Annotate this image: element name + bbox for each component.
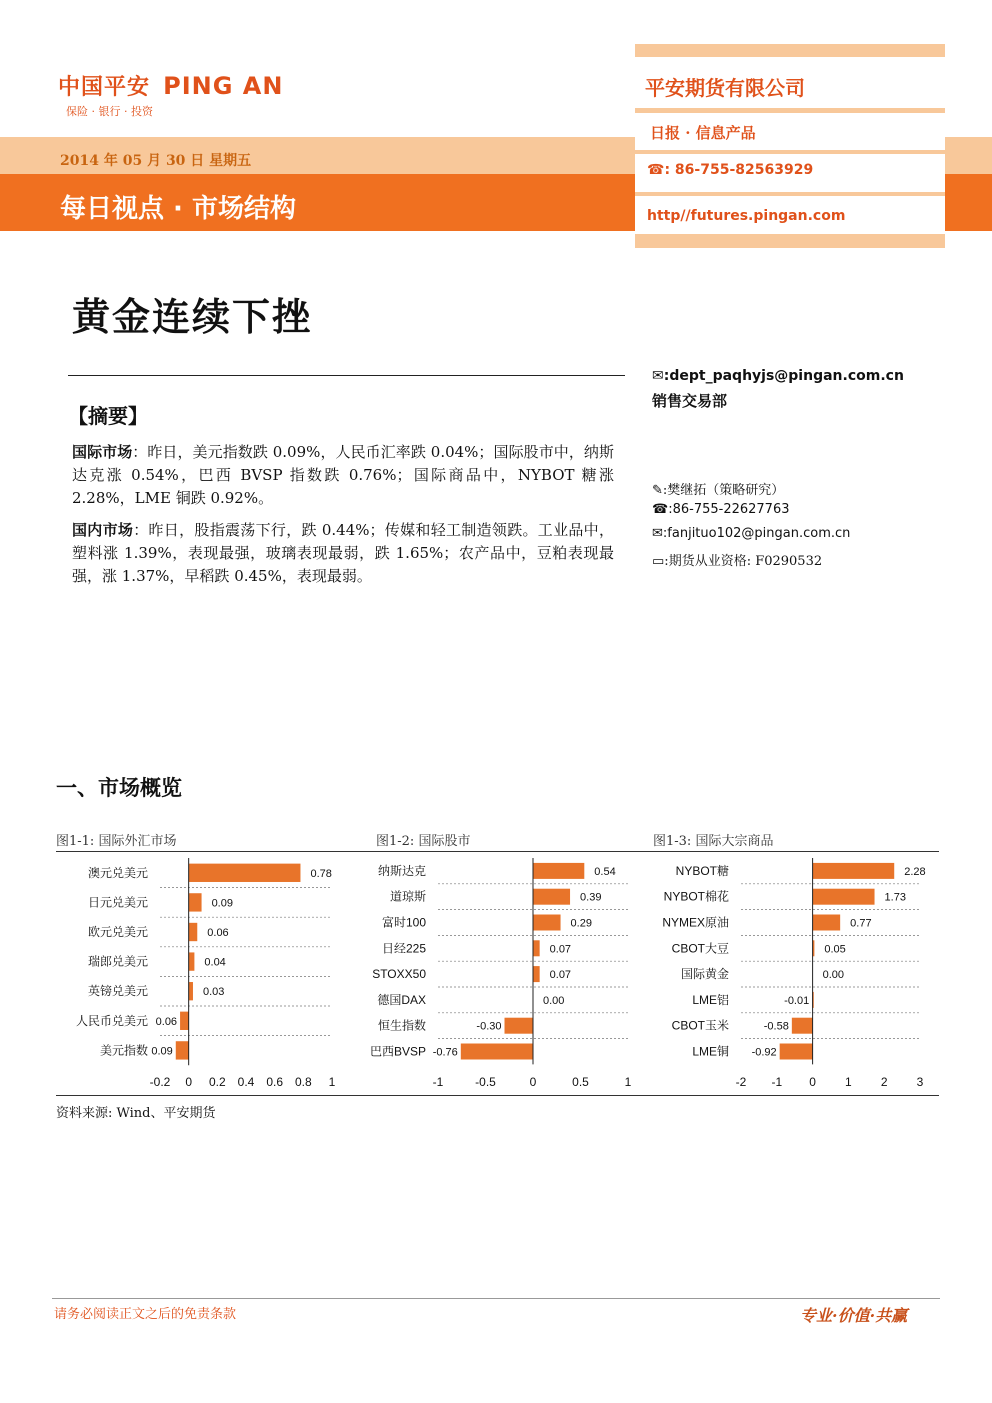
bar [189, 864, 301, 882]
bar [533, 915, 561, 931]
bar [813, 863, 895, 879]
category-label: 德国DAX [377, 992, 426, 1007]
data-label: -0.76 [432, 1046, 458, 1059]
data-label: 0.54 [594, 865, 616, 878]
category-label: 国际黄金 [680, 967, 729, 982]
analyst-license: ▭:期货从业资格: F0290532 [652, 554, 823, 569]
logo-en: PING AN [163, 72, 284, 100]
bar [813, 889, 875, 905]
bar [533, 940, 540, 956]
date-band-right [945, 137, 992, 174]
phone-icon: ☎ [652, 502, 669, 517]
chart3-title: 图1-3: 国际大宗商品 [653, 834, 774, 849]
bar [189, 893, 202, 911]
bar [189, 923, 198, 941]
tick-label: 3 [916, 1075, 924, 1089]
tick-label: 0 [185, 1075, 193, 1089]
data-label: 0.07 [549, 969, 572, 982]
data-label: 0.05 [824, 943, 846, 956]
tick-label: 0.6 [266, 1075, 284, 1089]
logo-cn: 中国平安 [58, 75, 151, 100]
category-label: NYBOT棉花 [663, 889, 729, 904]
intl-label: 国际市场 [72, 443, 133, 461]
summary-intl [72, 441, 614, 510]
bar [792, 1018, 813, 1034]
book-icon: ▭ [652, 554, 665, 569]
tick-label: 2 [880, 1075, 888, 1089]
banner-title: 每日视点 · 市场结构 [60, 194, 296, 224]
category-label: 巴西BVSP [369, 1044, 426, 1059]
tick-label: -1 [771, 1075, 783, 1089]
company-url[interactable]: http//futures.pingan.com [647, 208, 846, 224]
data-label: 0.09 [211, 897, 233, 910]
category-label: LME铝 [692, 992, 729, 1007]
chart-fx [56, 852, 366, 1094]
dom-text: ：昨日，股指震荡下行，跌 0.44%；传媒和轻工制造领跌。工业品中，塑料涨 1.39%，表现最强，玻璃表现最弱，跌 1.65%；农产品中，豆粕表现最强，涨 1.37%，早稻跌 0.45%，表现最弱。 [72, 521, 614, 585]
data-label: 0.09 [151, 1045, 173, 1058]
bar [176, 1041, 189, 1059]
category-label: LME铜 [692, 1044, 729, 1059]
phone-icon: ☎: [647, 162, 675, 178]
bar [180, 1012, 189, 1030]
company-name: 平安期货有限公司 [645, 76, 805, 100]
bar [533, 889, 570, 905]
data-label: -0.30 [476, 1020, 502, 1033]
section-title: 一、市场概览 [56, 776, 182, 800]
category-label: CBOT大豆 [671, 941, 729, 956]
tick-label: 0 [529, 1075, 537, 1089]
category-label: STOXX50 [372, 967, 426, 982]
data-label: 0.39 [580, 891, 602, 904]
category-label: 澳元兑美元 [87, 865, 148, 880]
phone-number: 86-755-82563929 [674, 162, 814, 178]
tick-label: -1 [432, 1075, 444, 1089]
summary-heading: 【摘要】 [68, 404, 148, 428]
intl-text: ：昨日，美元指数跌 0.09%，人民币汇率跌 0.04%；国际股市中，纳斯达克涨 0.54%，巴西 BVSP 指数跌 0.76%；国际商品中，NYBOT 糖涨 2.28%，LME 铜跌 0.92%。 [72, 443, 614, 507]
data-label: 0.78 [310, 867, 332, 880]
category-label: NYBOT糖 [675, 863, 729, 878]
category-label: 美元指数 [99, 1043, 148, 1058]
category-label: CBOT玉米 [671, 1018, 729, 1033]
analyst-email: ✉:fanjituo102@pingan.com.cn [652, 526, 851, 541]
analyst-phone: ☎:86-755-22627763 [652, 502, 790, 517]
title-divider [68, 375, 625, 376]
report-date: 2014 年 05 月 30 日 星期五 [60, 153, 252, 169]
data-label: 0.00 [543, 994, 565, 1007]
dept-name: 销售交易部 [652, 392, 728, 410]
data-label: -0.92 [751, 1046, 777, 1059]
chart-stocks [360, 852, 645, 1094]
company-box [635, 44, 945, 249]
tick-label: 1 [328, 1075, 336, 1089]
category-label: 道琼斯 [389, 889, 426, 904]
mail-icon: ✉ [652, 368, 664, 384]
report-title: 黄金连续下挫 [72, 295, 313, 339]
category-label: 日元兑美元 [87, 895, 148, 910]
category-label: NYMEX原油 [662, 915, 729, 930]
pen-icon: ✎ [652, 483, 663, 498]
data-label: 0.77 [850, 917, 872, 930]
bar [461, 1044, 533, 1060]
tick-label: 0.8 [294, 1075, 312, 1089]
tick-label: -0.5 [475, 1075, 496, 1089]
category-label: 瑞郎兑美元 [87, 954, 148, 969]
dept-email: ✉:dept_paqhyjs@pingan.com.cn [652, 368, 904, 384]
chart2-title: 图1-2: 国际股市 [376, 834, 471, 849]
category-label: 人民币兑美元 [75, 1013, 148, 1028]
bar [189, 982, 193, 1000]
footer-disclaimer: 请务必阅读正文之后的免责条款 [54, 1307, 237, 1322]
bar [813, 915, 841, 931]
tick-label: 0.4 [237, 1075, 255, 1089]
data-label: -0.01 [784, 994, 810, 1007]
product-type: 日报 · 信息产品 [650, 124, 756, 142]
category-label: 纳斯达克 [377, 863, 426, 878]
category-label: 恒生指数 [377, 1018, 426, 1033]
data-label: -0.58 [763, 1020, 789, 1033]
bar [189, 952, 195, 970]
tick-label: -0.2 [149, 1075, 171, 1089]
footer-slogan: 专业·价值·共赢 [800, 1306, 908, 1325]
logo-tagline: 保险 · 银行 · 投资 [66, 105, 153, 118]
analyst: ✎:樊继拓（策略研究） [652, 483, 785, 498]
chart-commodities [648, 852, 940, 1094]
tick-label: -2 [735, 1075, 747, 1089]
chart-stocks-svg [360, 852, 645, 1094]
category-label: 英镑兑美元 [87, 984, 148, 999]
category-label: 日经225 [381, 941, 426, 956]
tick-label: 0 [809, 1075, 816, 1089]
data-label: 1.73 [884, 891, 906, 904]
data-label: 0.29 [570, 917, 592, 930]
chart-commodities-svg [648, 852, 940, 1094]
chart1-title: 图1-1: 国际外汇市场 [56, 834, 177, 849]
bar [533, 966, 540, 982]
category-label: 富时100 [381, 915, 426, 930]
chart-bottom-border [56, 1095, 939, 1096]
tick-label: 1 [845, 1075, 852, 1089]
bar [505, 1018, 534, 1034]
data-label: 0.06 [155, 1015, 178, 1028]
tick-label: 0.2 [208, 1075, 226, 1089]
logo [58, 70, 283, 119]
data-label: 0.03 [202, 986, 225, 999]
company-phone [647, 162, 813, 178]
category-label: 欧元兑美元 [87, 925, 148, 939]
data-source: 资料来源: Wind、平安期货 [56, 1106, 216, 1121]
summary-domestic [72, 519, 614, 588]
data-label: 0.04 [204, 956, 226, 969]
data-label: 2.28 [904, 865, 926, 878]
banner-band-right [945, 174, 992, 231]
footer-divider [52, 1298, 940, 1299]
tick-label: 1 [624, 1075, 632, 1089]
bar [533, 863, 584, 879]
data-label: 0.07 [549, 943, 572, 956]
data-label: 0.06 [207, 927, 229, 939]
data-label: 0.00 [822, 969, 845, 982]
tick-label: 0.5 [572, 1075, 589, 1089]
mail-icon: ✉ [652, 526, 663, 541]
bar [780, 1044, 813, 1060]
chart-fx-svg [56, 852, 366, 1094]
dom-label: 国内市场 [72, 521, 134, 539]
